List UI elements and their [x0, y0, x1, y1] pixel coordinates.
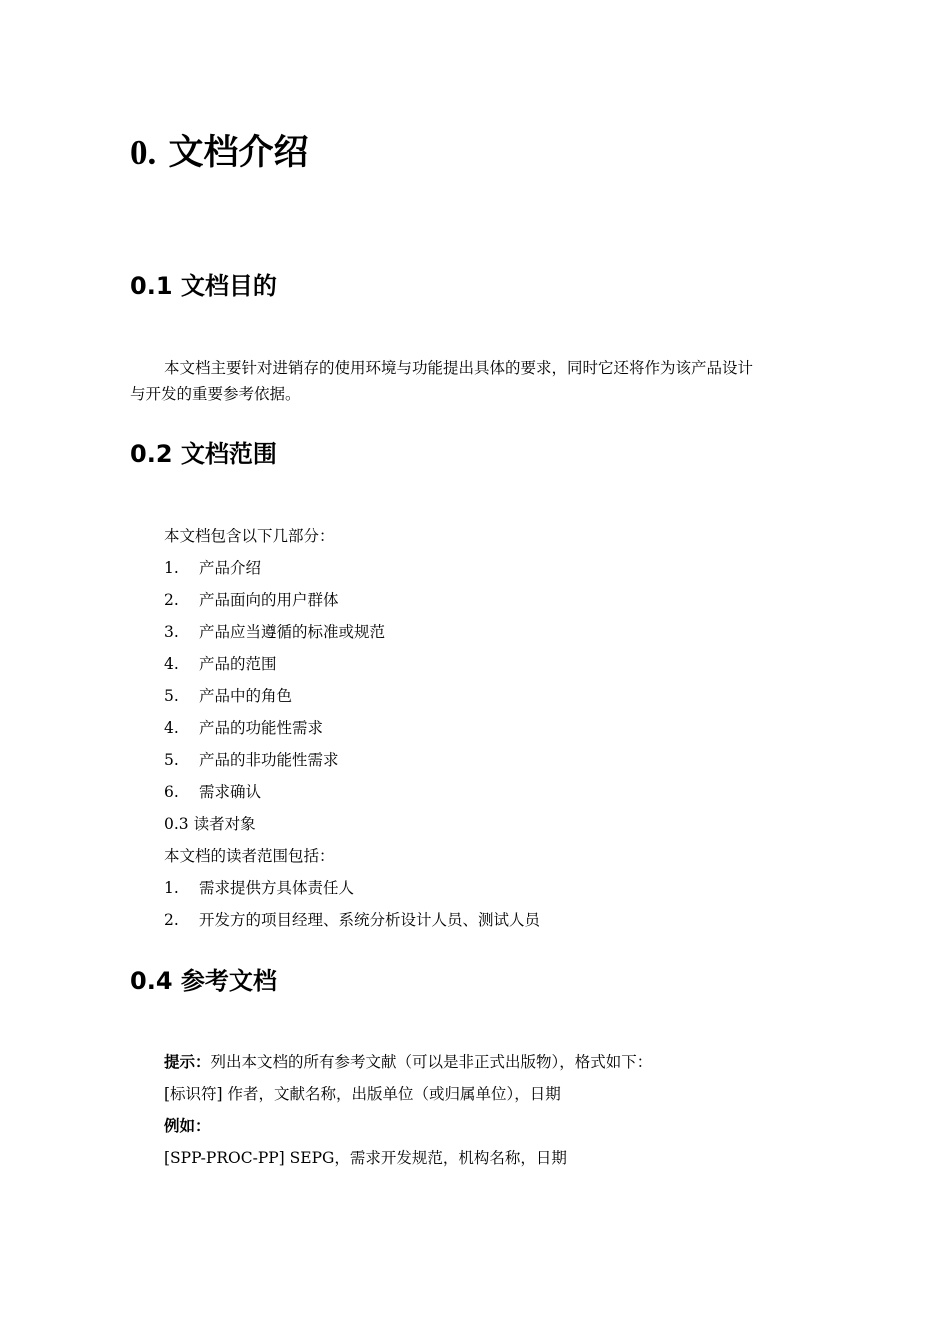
list-item-text: 需求提供方具体责任人: [199, 879, 355, 897]
list-item-text: 产品介绍: [199, 559, 262, 577]
list-item-number: 6.: [164, 783, 179, 801]
list-item: [164, 907, 540, 933]
section-heading-readers: 0.3 读者对象: [164, 815, 256, 833]
list-item-text: 产品面向的用户群体: [199, 591, 339, 609]
document-title: [130, 128, 308, 178]
list-item: [164, 555, 261, 581]
purpose-paragraph-line2: 与开发的重要参考依据。: [130, 385, 301, 403]
list-item-number: 2.: [164, 911, 179, 929]
list-item-number: 1.: [164, 879, 179, 897]
example-line: [SPP-PROC-PP] SEPG，需求开发规范，机构名称，日期: [164, 1149, 567, 1167]
list-item-text: 产品的非功能性需求: [199, 751, 339, 769]
list-item-text: 产品中的角色: [199, 687, 293, 705]
list-item-number: 3.: [164, 623, 179, 641]
example-label-text: 例如：: [164, 1117, 211, 1135]
list-item: [164, 715, 323, 741]
hint-label: 提示：: [164, 1053, 211, 1071]
list-item: [164, 587, 339, 613]
readers-intro: 本文档的读者范围包括：: [164, 847, 335, 865]
list-item-text: 产品应当遵循的标准或规范: [199, 623, 386, 641]
section-heading-references: 0.4 参考文档: [130, 967, 277, 995]
list-item-text: 产品的功能性需求: [199, 719, 324, 737]
list-item-text: 产品的范围: [199, 655, 277, 673]
list-item-number: 1.: [164, 559, 179, 577]
list-item-number: 4.: [164, 719, 179, 737]
list-item: [164, 779, 261, 805]
section-heading-scope: 0.2 文档范围: [130, 440, 277, 468]
purpose-paragraph: [130, 355, 820, 407]
hint-line: [164, 1049, 652, 1075]
hint-text: 列出本文档的所有参考文献（可以是非正式出版物），格式如下：: [210, 1053, 653, 1071]
document-title-number: 0.: [130, 133, 157, 172]
list-item-number: 5.: [164, 687, 179, 705]
scope-intro: 本文档包含以下几部分：: [164, 527, 335, 545]
list-item: [164, 619, 385, 645]
document-title-text: 文档介绍: [168, 133, 309, 173]
list-item-text: 需求确认: [199, 783, 262, 801]
list-item: [164, 651, 277, 677]
list-item: [164, 747, 339, 773]
reference-format-line: [标识符] 作者，文献名称，出版单位（或归属单位），日期: [164, 1085, 561, 1103]
list-item-number: 4.: [164, 655, 179, 673]
list-item-number: 5.: [164, 751, 179, 769]
section-heading-purpose: 0.1 文档目的: [130, 272, 277, 300]
list-item: [164, 875, 354, 901]
list-item-text: 开发方的项目经理、系统分析设计人员、测试人员: [199, 911, 541, 929]
purpose-paragraph-line1: 本文档主要针对进销存的使用环境与功能提出具体的要求，同时它还将作为该产品设计: [164, 359, 754, 377]
list-item: [164, 683, 292, 709]
example-label: [164, 1113, 211, 1139]
list-item-number: 2.: [164, 591, 179, 609]
